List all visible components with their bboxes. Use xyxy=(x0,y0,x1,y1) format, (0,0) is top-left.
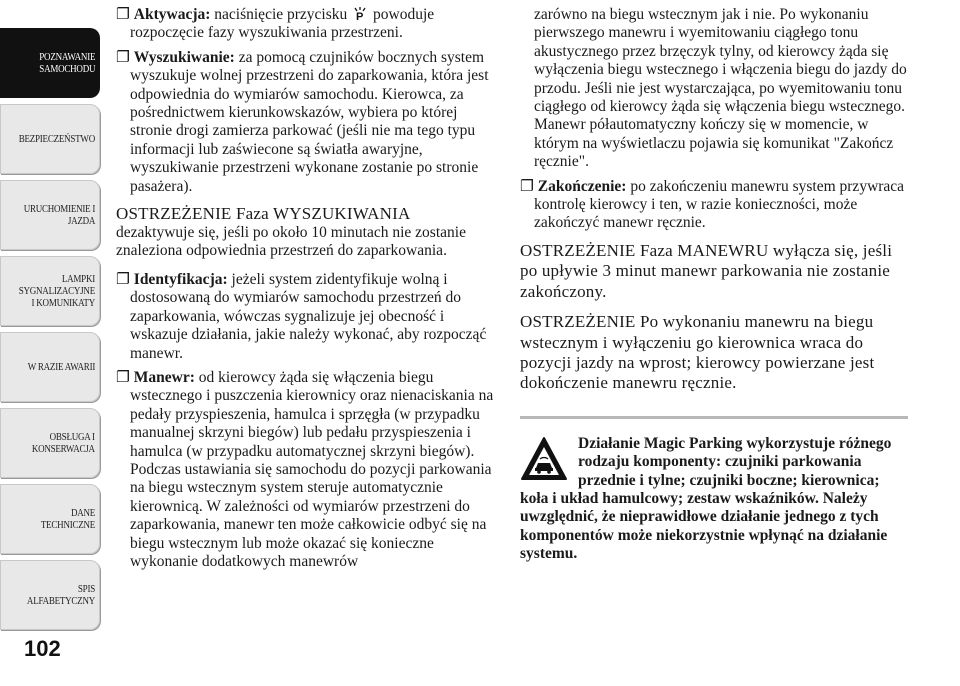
warning-triangle-car-icon xyxy=(520,435,568,483)
tab-label: URUCHOMIENIE I JAZDA xyxy=(23,203,95,227)
section-divider xyxy=(520,416,908,419)
bullet-icon: ❐ xyxy=(116,6,130,23)
right-column xyxy=(520,6,908,564)
manewr-continuation: zarówno na biegu wstecznym jak i nie. Po wykonaniu pierwszego manewru i wyemitowaniu ciągłego tonu akustycznego przez brzęczyk tylny, od kierowcy żąda się wyłączenia biegu wstecznego i włączenia biegu do jazdy do przodu. Jeśli nie jest wystarczająca, po wyemitowaniu tonu ciągłego od kierowcy żąda się włączenia biegu wstecznego. Manewr półautomatyczny kończy się w momencie, w którym na wyświetlaczu pojawia się komunikat "Zakończ ręcznie". xyxy=(534,6,907,171)
warning-body: Po wykonaniu manewru na biegu wstecznym i wyłączeniu go kierownica wraca do pozycji jazdy na wprost; kierowcy powierzane jest dokończenie manewru ręcznie. xyxy=(520,312,875,393)
caution-note xyxy=(520,435,908,564)
warning-body: dezaktywuje się, jeśli po około 10 minutach nie zostanie znaleziona odpowiednia przestrzeń do zaparkowania. xyxy=(116,224,466,260)
zakonczenie-paragraph xyxy=(520,178,908,233)
zakonczenie-text: po zakończeniu manewru system przywraca kontrolę kierowcy i ten, w razie konieczności, może zakończyć manewr ręcznie. xyxy=(534,177,905,232)
bullet-icon: ❐ xyxy=(116,48,130,66)
page-number: 102 xyxy=(24,636,61,661)
wyszukiwanie-paragraph xyxy=(116,49,500,196)
tab-uruchomienie-i-jazda[interactable] xyxy=(0,180,100,250)
tab-dane-techniczne[interactable] xyxy=(0,484,100,554)
tab-label: SPIS ALFABETYCZNY xyxy=(26,583,95,607)
manewr-term: Manewr: xyxy=(133,368,195,386)
bullet-icon: ❐ xyxy=(116,368,130,386)
wyszukiwanie-text: za pomocą czujników bocznych system wyszukuje wolnej przestrzeni do zaparkowania, która jest odpowiednia do wymiarów samochodu. Kierowca, za pośrednictwem kierunkowskazów, wybiera po której stronie drogi zamierza parkować (jeśli nie ma tego typu informacji lub zaświecone są światła awaryjne, wyszukiwanie przestrzeni wykonane zostanie po stronie pasażera). xyxy=(130,48,489,195)
warning-heading: OSTRZEŻENIE Faza WYSZUKIWANIA xyxy=(116,204,411,224)
aktywacja-text-1: naciśnięcie przycisku xyxy=(210,6,352,23)
aktywacja-paragraph xyxy=(116,6,500,43)
warning-search-phase xyxy=(116,204,500,261)
aktywacja-term: Aktywacja: xyxy=(133,6,211,23)
wyszukiwanie-term: Wyszukiwanie: xyxy=(133,48,235,66)
tab-spis-alfabetyczny[interactable] xyxy=(0,560,100,630)
caution-text: Działanie Magic Parking wykorzystuje różnego rodzaju komponenty: czujniki parkowania przednie i tylne; czujniki boczne; kierownica; koła i układ hamulcowy; zestaw wskaźników. Należy uwzględnić, że nieprawidłowe działanie jednego z tych komponentów może niekorzystnie wpłynąć na działanie systemu. xyxy=(520,434,892,563)
warning-heading: OSTRZEŻENIE xyxy=(520,240,636,260)
warning-maneuver-phase xyxy=(520,241,908,302)
zakonczenie-term: Zakończenie: xyxy=(537,177,627,195)
chapter-tabs xyxy=(0,28,100,636)
warning-body: Faza MANEWRU wyłącza się, jeśli po upływie 3 minut manewr parkowania nie zostanie zakończony. xyxy=(520,240,893,301)
manewr-text: od kierowcy żąda się włączenia biegu wstecznego i puszczenia kierownicy oraz nienaciskania na pedały przyspieszenia, hamulca i sprzęgła (w przypadku manualnej skrzyni biegów) lub pedału przyspieszenia i hamulca (w przypadku automatycznej skrzyni biegów). Podczas ustawiania się samochodu do pozycji parkowania na biegu wstecznym system steruje automatycznie kierownicą. W zależności od wymiarów przestrzeni do zaparkowania, manewr ten może całkowicie odbyć się na biegu wstecznym lub może okazać się konieczne wykonanie dodatkowych manewrów xyxy=(130,368,494,570)
tab-label: BEZPIECZEŃSTWO xyxy=(18,133,95,145)
parking-sensor-icon xyxy=(353,6,367,22)
tab-label: LAMPKI SYGNALIZACYJNE I KOMUNIKATY xyxy=(18,273,95,309)
tab-bezpieczenstwo[interactable] xyxy=(0,104,100,174)
aktywacja-text-2: powoduje rozpoczęcie fazy wyszukiwania przestrzeni. xyxy=(130,6,435,42)
tab-label: OBSŁUGA I KONSERWACJA xyxy=(32,431,95,455)
svg-text:P: P xyxy=(356,11,364,22)
bullet-icon: ❐ xyxy=(520,177,534,195)
tab-label: POZNAWANIE SAMOCHODU xyxy=(39,51,95,75)
tab-obsluga-i-konserwacja[interactable] xyxy=(0,408,100,478)
tab-lampki-sygnalizacyjne[interactable] xyxy=(0,256,100,326)
tab-poznawanie-samochodu[interactable] xyxy=(0,28,100,98)
manewr-paragraph xyxy=(116,369,500,571)
tab-label: W RAZIE AWARII xyxy=(27,361,95,373)
warning-after-maneuver xyxy=(520,312,908,394)
identyfikacja-text: jeżeli system zidentyfikuje wolną i dostosowaną do wymiarów samochodu przestrzeń do zaparkowania, wówczas sygnalizuje jej obecność i wskazuje działania, jakie należy wykonać, aby rozpocząć manewr. xyxy=(130,270,487,362)
bullet-icon: ❐ xyxy=(116,270,130,288)
tab-w-razie-awarii[interactable] xyxy=(0,332,100,402)
warning-heading: OSTRZEŻENIE xyxy=(520,312,636,332)
left-column xyxy=(116,6,500,577)
tab-label: DANE TECHNICZNE xyxy=(40,507,95,531)
identyfikacja-term: Identyfikacja: xyxy=(133,270,228,288)
identyfikacja-paragraph xyxy=(116,271,500,363)
